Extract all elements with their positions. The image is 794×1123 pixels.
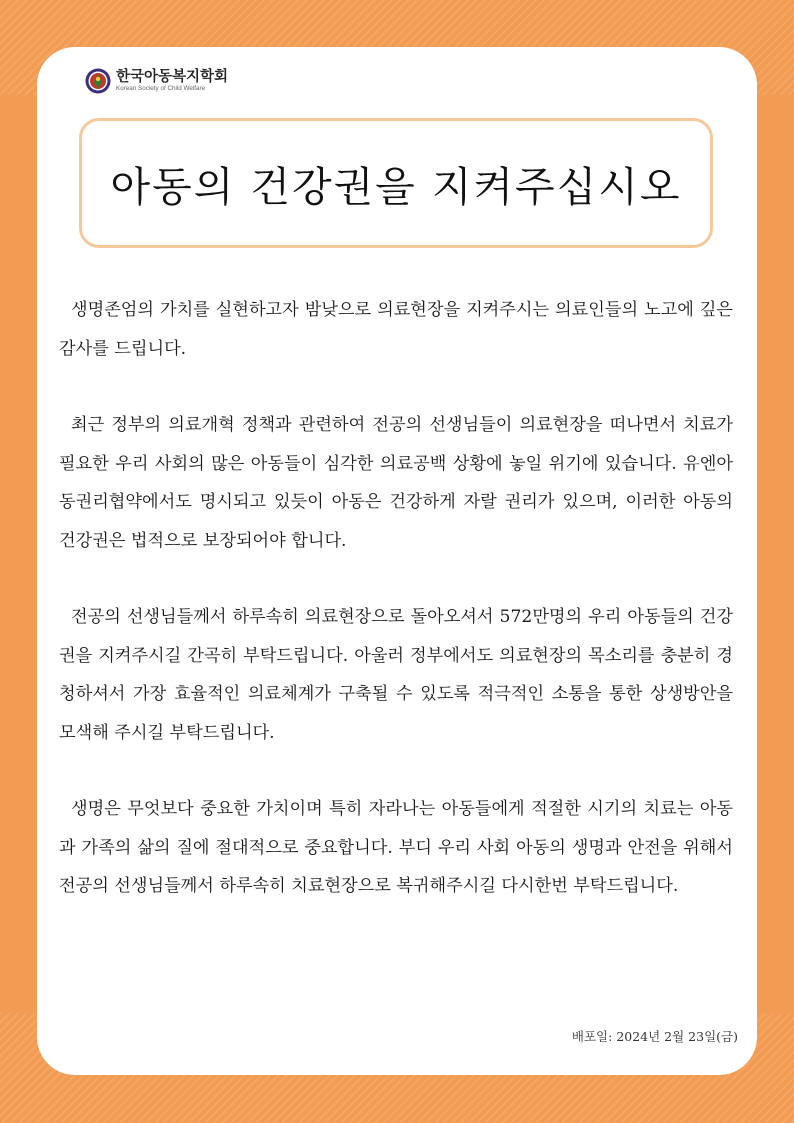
paragraph-3: 전공의 선생님들께서 하루속히 의료현장으로 돌아오셔서 572만명의 우리 아동들의 건강권을 지켜주시길 간곡히 부탁드립니다. 아울러 정부에서도 의료현장의 목소리를 충분히 경청하셔서 가장 효율적인 의료체계가 구축될 수 있도록 적극적인 소통을 통한 상생방안을 모색해 주시길 부탁드립니다. — [59, 607, 733, 743]
society-emblem-icon — [85, 68, 111, 94]
org-name-en: Korean Society of Child Welfare — [116, 85, 206, 93]
title-box — [79, 118, 713, 248]
document-card — [37, 47, 757, 1075]
page-title: 아동의 건강권을 지켜주십시오 — [110, 162, 682, 211]
statement-body — [59, 291, 733, 944]
org-logo — [85, 68, 228, 94]
org-name: 한국아동복지학회 — [116, 68, 229, 85]
distribution-date: 배포일: 2024년 2월 23일(금) — [571, 1029, 738, 1044]
paragraph-1: 생명존엄의 가치를 실현하고자 밤낮으로 의료현장을 지켜주시는 의료인들의 노고에 깊은 감사를 드립니다. — [59, 300, 733, 359]
paragraph-4: 생명은 무엇보다 중요한 가치이며 특히 자라나는 아동들에게 적절한 시기의 치료는 아동과 가족의 삶의 질에 절대적으로 중요합니다. 부디 우리 사회 아동의 생명과 안전을 위해서 전공의 선생님들께서 하루속히 치료현장으로 복귀해주시길 다시한번 부탁드립니다. — [59, 799, 733, 896]
paragraph-2: 최근 정부의 의료개혁 정책과 관련하여 전공의 선생님들이 의료현장을 떠나면서 치료가 필요한 우리 사회의 많은 아동들이 심각한 의료공백 상황에 놓일 위기에 있습니다. 유엔아동권리협약에서도 명시되고 있듯이 아동은 건강하게 자랄 권리가 있으며, 이러한 아동의 건강권은 법적으로 보장되어야 합니다. — [59, 415, 733, 551]
